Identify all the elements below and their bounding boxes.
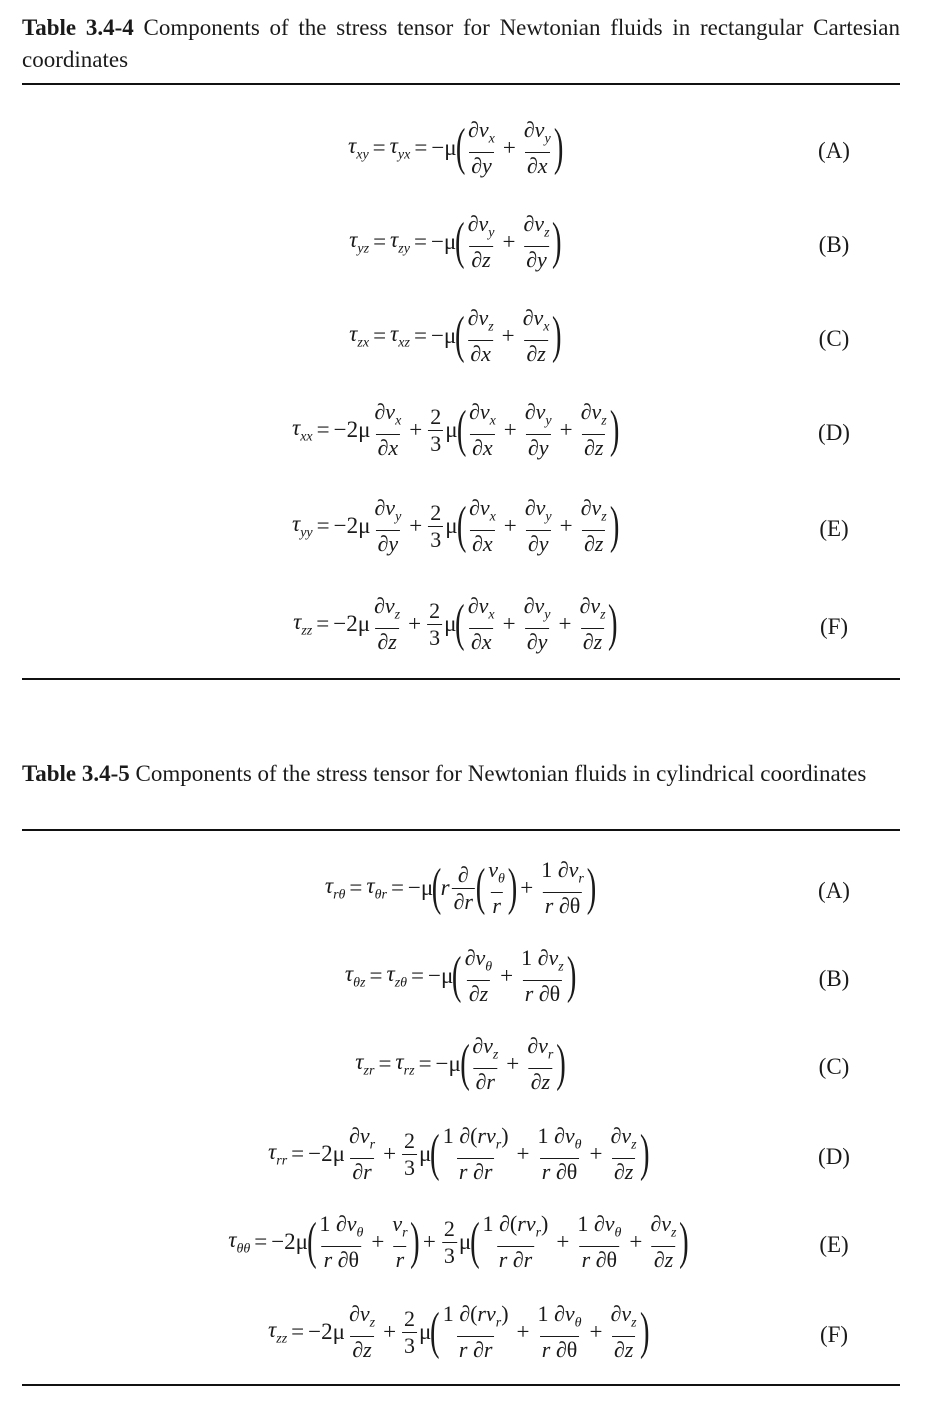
- table1-number: Table 3.4-4: [22, 15, 134, 40]
- table1-top-rule: [22, 83, 900, 85]
- table1-label-d: (D): [818, 420, 850, 445]
- table1-label-e: (E): [819, 516, 849, 541]
- table2-equation-e: $\tau_{\theta\theta}$ = −2μ ( $\frac{1 \partial v_\theta}{r \partial\theta}$ + $\frac{v_r}{r}$ ) + $\frac{2}{3}$ μ ( $\frac{1 \partial(rv_r)}{r \partial r}$ + $\frac{1 \partial v_\theta}{r \partial\theta}$ + $\frac{\partial v_z}{\partial z}$ ): [228, 1211, 689, 1273]
- table2-label-c: (C): [818, 1054, 850, 1079]
- table1-equation-f: $\tau_{zz}$ = −2μ $\frac{\partial v_z}{\partial z}$ + $\frac{2}{3}$ μ ( $\frac{\partial v_x}{\partial x}$ + $\frac{\partial v_y}{\partial y}$ + $\frac{\partial v_z}{\partial z}$ ): [293, 593, 618, 655]
- table1-equation-a: $\tau_{xy}$ = $\tau_{yx}$ = −μ ( $\frac{\partial v_x}{\partial y}$ + $\frac{\partial v_y}{\partial x}$ ): [348, 117, 564, 179]
- table1-equation-d: $\tau_{xx}$ = −2μ $\frac{\partial v_x}{\partial x}$ + $\frac{2}{3}$ μ ( $\frac{\partial v_x}{\partial x}$ + $\frac{\partial v_y}{\partial y}$ + $\frac{\partial v_z}{\partial z}$ ): [291, 399, 620, 461]
- table2-label-e: (E): [819, 1232, 849, 1257]
- table2-equation-d: $\tau_{rr}$ = −2μ $\frac{\partial v_r}{\partial r}$ + $\frac{2}{3}$ μ ( $\frac{1 \partial(rv_r)}{r \partial r}$ + $\frac{1 \partial v_\theta}{r \partial\theta}$ + $\frac{\partial v_z}{\partial z}$ ): [268, 1123, 650, 1185]
- table1-equation-c: $\tau_{zx}$ = $\tau_{xz}$ = −μ ( $\frac{\partial v_z}{\partial x}$ + $\frac{\partial v_x}{\partial z}$ ): [349, 305, 562, 367]
- table1-label-a: (A): [818, 138, 850, 163]
- table1-label-b: (B): [818, 232, 850, 257]
- table1-title: Components of the stress tensor for Newtonian fluids in rectangular Cartesian coordinates: [22, 15, 900, 72]
- table1-bottom-rule: [22, 678, 900, 680]
- table2-equation-f: $\tau_{zz}$ = −2μ $\frac{\partial v_z}{\partial z}$ + $\frac{2}{3}$ μ ( $\frac{1 \partial(rv_r)}{r \partial r}$ + $\frac{1 \partial v_\theta}{r \partial\theta}$ + $\frac{\partial v_z}{\partial z}$ ): [268, 1301, 650, 1363]
- table1-label-f: (F): [819, 614, 849, 639]
- table1-label-c: (C): [818, 326, 850, 351]
- table2-label-d: (D): [818, 1144, 850, 1169]
- table2-top-rule: [22, 829, 900, 831]
- table2-title: Components of the stress tensor for Newtonian fluids in cylindrical coordinates: [135, 761, 867, 786]
- table2-number: Table 3.4-5: [22, 761, 130, 786]
- table2-equation-c: $\tau_{zr}$ = $\tau_{rz}$ = −μ ( $\frac{\partial v_z}{\partial r}$ + $\frac{\partial v_r}{\partial z}$ ): [355, 1033, 566, 1095]
- table2-equation-a: $\tau_{r\theta}$ = $\tau_{\theta r}$ = −μ ( r $\frac{\partial}{\partial r}$ ( $\frac{v_\theta}{r}$ ) + $\frac{1 \partial v_r}{r \partial\theta}$ ): [324, 857, 597, 919]
- table1-equation-b: $\tau_{yz}$ = $\tau_{zy}$ = −μ ( $\frac{\partial v_y}{\partial z}$ + $\frac{\partial v_z}{\partial y}$ ): [349, 211, 562, 273]
- table1-caption: [22, 12, 900, 76]
- table2-equation-b: $\tau_{\theta z}$ = $\tau_{z\theta}$ = −μ ( $\frac{\partial v_\theta}{\partial z}$ + $\frac{1 \partial v_z}{r \partial\theta}$ ): [344, 945, 577, 1007]
- table2-caption: [22, 758, 900, 790]
- table2-bottom-rule: [22, 1384, 900, 1386]
- table2-label-a: (A): [818, 878, 850, 903]
- table2-label-b: (B): [818, 966, 850, 991]
- table2-label-f: (F): [819, 1322, 849, 1347]
- table1-equation-e: $\tau_{yy}$ = −2μ $\frac{\partial v_y}{\partial y}$ + $\frac{2}{3}$ μ ( $\frac{\partial v_x}{\partial x}$ + $\frac{\partial v_y}{\partial y}$ + $\frac{\partial v_z}{\partial z}$ ): [291, 495, 620, 557]
